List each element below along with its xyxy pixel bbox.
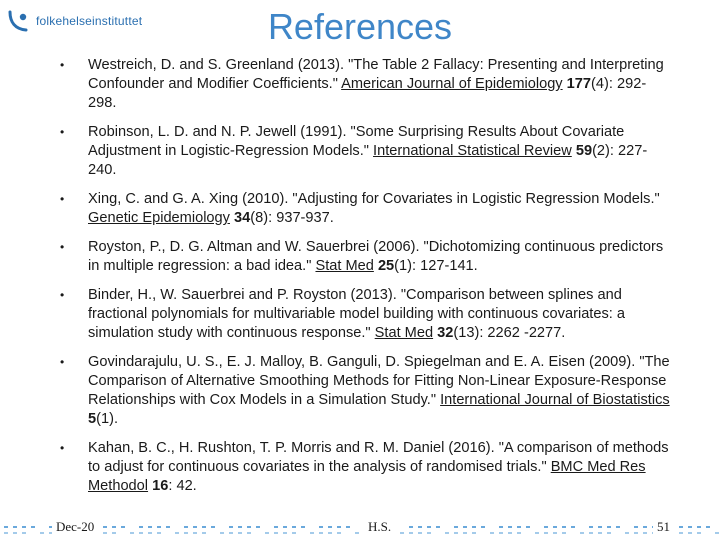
- footer-dot: [598, 526, 602, 528]
- footer-dot: [292, 532, 296, 534]
- reference-text: Kahan, B. C., H. Rushton, T. P. Morris and R. M. Daniel (2016). "A comparison of methods to adjust for continuous covariates in the analysis of randomised trials.": [88, 440, 669, 475]
- reference-item: [60, 56, 670, 113]
- reference-item: [60, 286, 670, 343]
- footer-dot: [463, 532, 467, 534]
- footer-dot: [229, 532, 233, 534]
- footer-dot: [508, 526, 512, 528]
- bullet-icon: •: [60, 355, 65, 369]
- footer-dot: [184, 532, 188, 534]
- footer-dot: [4, 526, 8, 528]
- reference-text: Govindarajulu, U. S., E. J. Malloy, B. Ganguli, D. Spiegelman and E. A. Eisen (2009). "The Comparison of Alternative Smoothing Methods for Fitting Non-Linear Exposure-Response Relationships with Cox Models in a Simulation Study.": [88, 354, 670, 408]
- footer-dot: [544, 526, 548, 528]
- footer-dot: [301, 526, 305, 528]
- footer-dot: [337, 532, 341, 534]
- footer-author: H.S.: [364, 519, 395, 535]
- reference-pages: (8): 937-937.: [250, 210, 334, 226]
- footer-dot: [238, 526, 242, 528]
- reference-item: [60, 238, 670, 276]
- reference-volume: 5: [88, 411, 97, 427]
- footer-dot: [643, 526, 647, 528]
- footer-dot: [31, 526, 35, 528]
- footer-dot: [238, 532, 242, 534]
- footer-dot: [598, 532, 602, 534]
- footer-dot: [634, 532, 638, 534]
- footer-dot: [427, 532, 431, 534]
- footer-dot: [337, 526, 341, 528]
- reference-item: [60, 353, 670, 429]
- reference-text: Xing, C. and G. A. Xing (2010). "Adjusting for Covariates in Logistic Regression Models.": [88, 191, 660, 207]
- footer-dots: [0, 520, 720, 540]
- reference-pages: (2): 227-240.: [88, 143, 648, 178]
- footer-dot: [553, 526, 557, 528]
- reference-volume: 32: [437, 325, 454, 341]
- footer-dot: [400, 532, 404, 534]
- footer-dot: [481, 526, 485, 528]
- footer-dot: [562, 526, 566, 528]
- footer-dot: [436, 526, 440, 528]
- reference-volume: 177: [566, 76, 592, 92]
- footer-dot: [139, 526, 143, 528]
- footer-dot: [499, 526, 503, 528]
- footer-dot: [517, 532, 521, 534]
- footer-dot: [418, 532, 422, 534]
- reference-journal-link[interactable]: Genetic Epidemiology: [88, 210, 230, 226]
- footer-dot: [445, 532, 449, 534]
- footer-dot: [229, 526, 233, 528]
- footer-dot: [274, 526, 278, 528]
- reference-journal-link[interactable]: International Statistical Review: [373, 143, 572, 159]
- reference-journal-link[interactable]: BMC Med Res Methodol: [88, 459, 646, 494]
- footer-dot: [247, 526, 251, 528]
- footer-dot: [589, 532, 593, 534]
- bullet-icon: •: [60, 441, 65, 455]
- bullet-icon: •: [60, 240, 65, 254]
- footer-dot: [292, 526, 296, 528]
- footer-dot: [13, 532, 17, 534]
- footer-bar: [0, 520, 720, 540]
- footer-dot: [4, 532, 8, 534]
- footer-dot: [22, 532, 26, 534]
- footer-dot: [508, 532, 512, 534]
- footer-dot: [247, 532, 251, 534]
- reference-pages: (4): 292-298.: [88, 76, 647, 111]
- reference-text: Binder, H., W. Sauerbrei and P. Royston (2013). "Comparison between splines and fractional polynomials for multivariable model building with continuous covariates: a simulation study with continuous response.": [88, 287, 625, 341]
- footer-dot: [148, 526, 152, 528]
- footer-dot: [328, 532, 332, 534]
- bullet-icon: •: [60, 288, 65, 302]
- footer-dot: [526, 526, 530, 528]
- page-title: References: [267, 6, 453, 47]
- footer-dot: [175, 532, 179, 534]
- reference-pages: (1).: [96, 411, 119, 427]
- logo-text: folkehelseinstituttet: [36, 14, 143, 28]
- footer-dot: [13, 526, 17, 528]
- footer-dot: [679, 526, 683, 528]
- footer-dot: [715, 532, 719, 534]
- footer-dot: [454, 532, 458, 534]
- footer-dot: [409, 526, 413, 528]
- reference-journal-link[interactable]: Stat Med: [315, 258, 374, 274]
- footer-dot: [580, 532, 584, 534]
- footer-dot: [535, 532, 539, 534]
- footer-dot: [490, 532, 494, 534]
- footer-dot: [625, 532, 629, 534]
- reference-list: [60, 56, 670, 506]
- reference-item: [60, 439, 670, 496]
- footer-dot: [616, 526, 620, 528]
- footer-dot: [148, 532, 152, 534]
- footer-date: Dec-20: [52, 519, 98, 535]
- footer-dot: [202, 532, 206, 534]
- reference-item: [60, 123, 670, 180]
- footer-dot: [634, 526, 638, 528]
- footer-dot: [427, 526, 431, 528]
- footer-dot: [544, 532, 548, 534]
- reference-text: Robinson, L. D. and N. P. Jewell (1991). "Some Surprising Results About Covariate Adjustment in Logistic-Regression Models.": [88, 124, 625, 159]
- reference-volume: 25: [377, 258, 395, 274]
- footer-dot: [697, 532, 701, 534]
- footer-dot: [112, 532, 116, 534]
- reference-volume: 59: [575, 143, 593, 159]
- footer-dot: [679, 532, 683, 534]
- footer-dot: [643, 532, 647, 534]
- footer-dot: [310, 532, 314, 534]
- footer-dot: [319, 532, 323, 534]
- reference-volume: 34: [234, 210, 251, 226]
- footer-dot: [103, 532, 107, 534]
- footer-dot: [499, 532, 503, 534]
- footer-dot: [202, 526, 206, 528]
- footer-dot: [283, 526, 287, 528]
- bullet-icon: •: [60, 125, 65, 139]
- footer-dot: [418, 526, 422, 528]
- footer-dot: [346, 526, 350, 528]
- footer-dot: [454, 526, 458, 528]
- footer-dot: [697, 526, 701, 528]
- reference-text: Royston, P., D. G. Altman and W. Sauerbrei (2006). "Dichotomizing continuous predictors in multiple regression: a bad idea.": [88, 239, 664, 274]
- footer-dot: [688, 532, 692, 534]
- reference-volume: 16: [152, 478, 169, 494]
- footer-dot: [103, 526, 107, 528]
- footer-dot: [553, 532, 557, 534]
- footer-dot: [688, 526, 692, 528]
- footer-dot: [256, 526, 260, 528]
- footer-dot: [472, 526, 476, 528]
- reference-journal-link[interactable]: Stat Med: [374, 325, 434, 341]
- footer-dot: [472, 532, 476, 534]
- footer-dot: [607, 526, 611, 528]
- footer-dot: [22, 526, 26, 528]
- reference-journal-link[interactable]: American Journal of Epidemiology: [341, 76, 563, 92]
- footer-dot: [157, 526, 161, 528]
- footer-dot: [220, 532, 224, 534]
- footer-dot: [355, 532, 359, 534]
- footer-dot: [328, 526, 332, 528]
- footer-dot: [40, 532, 44, 534]
- footer-dot: [157, 532, 161, 534]
- footer-dot: [139, 532, 143, 534]
- footer-dot: [130, 532, 134, 534]
- footer-dot: [184, 526, 188, 528]
- page-number: 51: [653, 519, 674, 535]
- footer-dot: [265, 532, 269, 534]
- bullet-icon: •: [60, 192, 65, 206]
- footer-dot: [319, 526, 323, 528]
- reference-pages: (1): 127-141.: [394, 258, 478, 274]
- footer-dot: [589, 526, 593, 528]
- footer-dot: [211, 526, 215, 528]
- footer-dot: [706, 526, 710, 528]
- footer-dot: [193, 532, 197, 534]
- footer-dot: [121, 526, 125, 528]
- footer-dot: [607, 532, 611, 534]
- reference-text: Westreich, D. and S. Greenland (2013). "The Table 2 Fallacy: Presenting and Interpreting Confounder and Modifier Coefficients.": [88, 57, 664, 92]
- footer-dot: [166, 526, 170, 528]
- footer-dot: [112, 526, 116, 528]
- reference-item: [60, 190, 670, 228]
- footer-dot: [463, 526, 467, 528]
- footer-dot: [274, 532, 278, 534]
- reference-journal-link[interactable]: International Journal of Biostatistics: [440, 392, 670, 408]
- footer-dot: [193, 526, 197, 528]
- reference-pages: (13): 2262 -2277.: [453, 325, 566, 341]
- reference-pages: : 42.: [168, 478, 197, 494]
- footer-dot: [409, 532, 413, 534]
- footer-dot: [517, 526, 521, 528]
- footer-dot: [571, 526, 575, 528]
- footer-dot: [562, 532, 566, 534]
- bullet-icon: •: [60, 58, 65, 72]
- footer-dot: [283, 532, 287, 534]
